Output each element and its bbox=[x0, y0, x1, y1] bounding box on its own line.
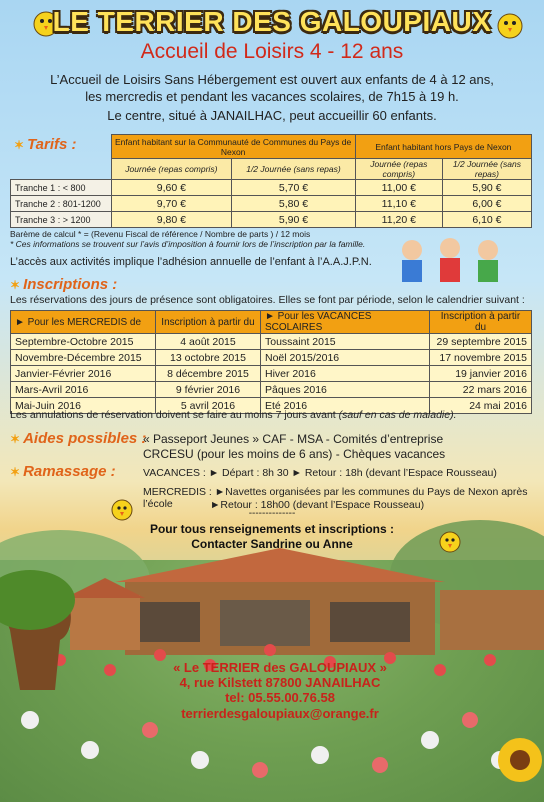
inscriptions-table bbox=[10, 310, 532, 414]
tarifs-row bbox=[11, 180, 532, 196]
tarifs-cell: 9,60 € bbox=[111, 180, 232, 196]
tarifs-cell: 9,80 € bbox=[111, 212, 232, 228]
ramassage-mercredis-2: ►Retour : 18h00 (devant l’Espace Rousseau) bbox=[210, 499, 425, 511]
center-phone: tel: 05.55.00.76.58 bbox=[225, 690, 335, 705]
inscriptions-header: ► Pour les VACANCES SCOLAIRES bbox=[261, 311, 430, 334]
inscriptions-header: Inscription à partir du bbox=[430, 311, 532, 334]
tarifs-cell: 11,10 € bbox=[355, 196, 442, 212]
separator: -------------- bbox=[248, 508, 296, 519]
tarifs-sub-header: 1/2 Journée (sans repas) bbox=[232, 159, 356, 180]
access-note: L’accès aux activités implique l’adhésion annuelle de l’enfant à l’A.A.J.P.N. bbox=[10, 256, 372, 268]
aides-line-2: CRCESU (pour les moins de 6 ans) - Chèques vacances bbox=[143, 447, 446, 461]
inscriptions-intro: Les réservations des jours de présence sont obligatoires. Elles se font par période, selon le calendrier suivant : bbox=[10, 294, 525, 306]
tarifs-note-1: Barème de calcul * = (Revenu Fiscal de référence / Nombre de parts ) / 12 mois bbox=[10, 229, 311, 239]
tarifs-cell: 5,90 € bbox=[232, 212, 356, 228]
inscriptions-cell: Mars-Avril 2016 bbox=[11, 382, 156, 398]
tarifs-row bbox=[11, 212, 532, 228]
inscriptions-cell: 13 octobre 2015 bbox=[156, 350, 261, 366]
tarifs-sub-header: 1/2 Journée (sans repas) bbox=[442, 159, 531, 180]
tarifs-note-2: * Ces informations se trouvent sur l’avis d’imposition à fournir lors de l’inscription par la famille. bbox=[10, 239, 366, 249]
inscriptions-cell: 9 février 2016 bbox=[156, 382, 261, 398]
tarifs-table bbox=[10, 134, 532, 228]
aides-heading bbox=[10, 430, 146, 447]
tarifs-cell: 5,70 € bbox=[232, 180, 356, 196]
intro-line-1: L’Accueil de Loisirs Sans Hébergement est ouvert aux enfants de 4 à 12 ans, bbox=[50, 72, 494, 87]
inscriptions-cell: 24 mai 2016 bbox=[430, 398, 532, 414]
inscriptions-row bbox=[11, 366, 532, 382]
inscriptions-header: Inscription à partir du bbox=[156, 311, 261, 334]
inscriptions-cell: 22 mars 2016 bbox=[430, 382, 532, 398]
star-icon: ✶ bbox=[10, 465, 21, 479]
inscriptions-cell: Janvier-Février 2016 bbox=[11, 366, 156, 382]
children-illustration bbox=[390, 236, 520, 294]
tarifs-sub-header: Journée (repas compris) bbox=[111, 159, 232, 180]
ramassage-heading bbox=[10, 463, 116, 480]
cancellation-note-text: Les annulations de réservation doivent se faire au moins 7 jours avant bbox=[10, 409, 336, 421]
tarifs-row-label: Tranche 1 : < 800 bbox=[11, 180, 112, 196]
aides-label: Aides possibles : bbox=[23, 430, 147, 447]
tarifs-cell: 11,00 € bbox=[355, 180, 442, 196]
inscriptions-cell: 17 novembre 2015 bbox=[430, 350, 532, 366]
inscriptions-cell: Eté 2016 bbox=[261, 398, 430, 414]
center-address: 4, rue Kilstett 87800 JANAILHAC bbox=[179, 675, 381, 690]
inscriptions-header: ► Pour les MERCREDIS de bbox=[11, 311, 156, 334]
star-icon: ✶ bbox=[14, 138, 25, 152]
contact-line-1: Pour tous renseignements et inscriptions : bbox=[149, 522, 395, 536]
inscriptions-cell: Septembre-Octobre 2015 bbox=[11, 334, 156, 350]
ramassage-mercredis-1: MERCREDIS : ►Navettes organisées par les communes du Pays de Nexon après l’école bbox=[143, 486, 528, 510]
tarifs-cell: 11,20 € bbox=[355, 212, 442, 228]
tarifs-cell: 6,00 € bbox=[442, 196, 531, 212]
page-title: LE TERRIER DES GALOUPIAUX bbox=[52, 6, 492, 37]
tarifs-cell: 5,80 € bbox=[232, 196, 356, 212]
inscriptions-row bbox=[11, 350, 532, 366]
inscriptions-cell: Mai-Juin 2016 bbox=[11, 398, 156, 414]
page-subtitle: Accueil de Loisirs 4 - 12 ans bbox=[140, 40, 404, 63]
inscriptions-heading bbox=[10, 276, 117, 293]
inscriptions-cell: Hiver 2016 bbox=[261, 366, 430, 382]
inscriptions-cell: Pâques 2016 bbox=[261, 382, 430, 398]
tarifs-label: Tarifs : bbox=[27, 136, 77, 153]
tarifs-cell: 6,10 € bbox=[442, 212, 531, 228]
aides-line-1: « Passeport Jeunes » CAF - MSA - Comités d’entreprise bbox=[143, 432, 444, 446]
inscriptions-row bbox=[11, 382, 532, 398]
inscriptions-row bbox=[11, 334, 532, 350]
intro-line-3: Le centre, situé à JANAILHAC, peut accueillir 60 enfants. bbox=[107, 108, 437, 123]
inscriptions-cell: 4 août 2015 bbox=[156, 334, 261, 350]
tarifs-row-label: Tranche 3 : > 1200 bbox=[11, 212, 112, 228]
tarifs-group-2: Enfant habitant hors Pays de Nexon bbox=[355, 135, 531, 159]
tarifs-sub-header: Journée (repas compris) bbox=[355, 159, 442, 180]
inscriptions-cell: Toussaint 2015 bbox=[261, 334, 430, 350]
center-name: « Le TERRIER des GALOUPIAUX » bbox=[173, 660, 387, 675]
inscriptions-cell: Novembre-Décembre 2015 bbox=[11, 350, 156, 366]
inscriptions-cell: Noël 2015/2016 bbox=[261, 350, 430, 366]
ramassage-label: Ramassage : bbox=[23, 463, 116, 480]
cancellation-note-italic: (sauf en cas de maladie). bbox=[338, 409, 457, 421]
tarifs-group-1: Enfant habitant sur la Communauté de Communes du Pays de Nexon bbox=[111, 135, 355, 159]
star-icon: ✶ bbox=[10, 432, 21, 446]
tarifs-row-label: Tranche 2 : 801-1200 bbox=[11, 196, 112, 212]
inscriptions-cell: 29 septembre 2015 bbox=[430, 334, 532, 350]
ramassage-vacances: VACANCES : ► Départ : 8h 30 ► Retour : 18h (devant l’Espace Rousseau) bbox=[143, 467, 497, 479]
tarifs-row bbox=[11, 196, 532, 212]
star-icon: ✶ bbox=[10, 278, 21, 292]
inscriptions-cell: 8 décembre 2015 bbox=[156, 366, 261, 382]
center-email[interactable]: terrierdesgaloupiaux@orange.fr bbox=[181, 706, 379, 721]
cancellation-note bbox=[10, 409, 457, 421]
inscriptions-cell: 5 avril 2016 bbox=[156, 398, 261, 414]
tarifs-cell: 5,90 € bbox=[442, 180, 531, 196]
inscriptions-label: Inscriptions : bbox=[23, 276, 118, 293]
tarifs-cell: 9,70 € bbox=[111, 196, 232, 212]
intro-line-2: les mercredis et pendant les vacances scolaires, de 7h15 à 19 h. bbox=[85, 89, 459, 104]
contact-line-2: Contacter Sandrine ou Anne bbox=[191, 537, 353, 551]
inscriptions-cell: 19 janvier 2016 bbox=[430, 366, 532, 382]
